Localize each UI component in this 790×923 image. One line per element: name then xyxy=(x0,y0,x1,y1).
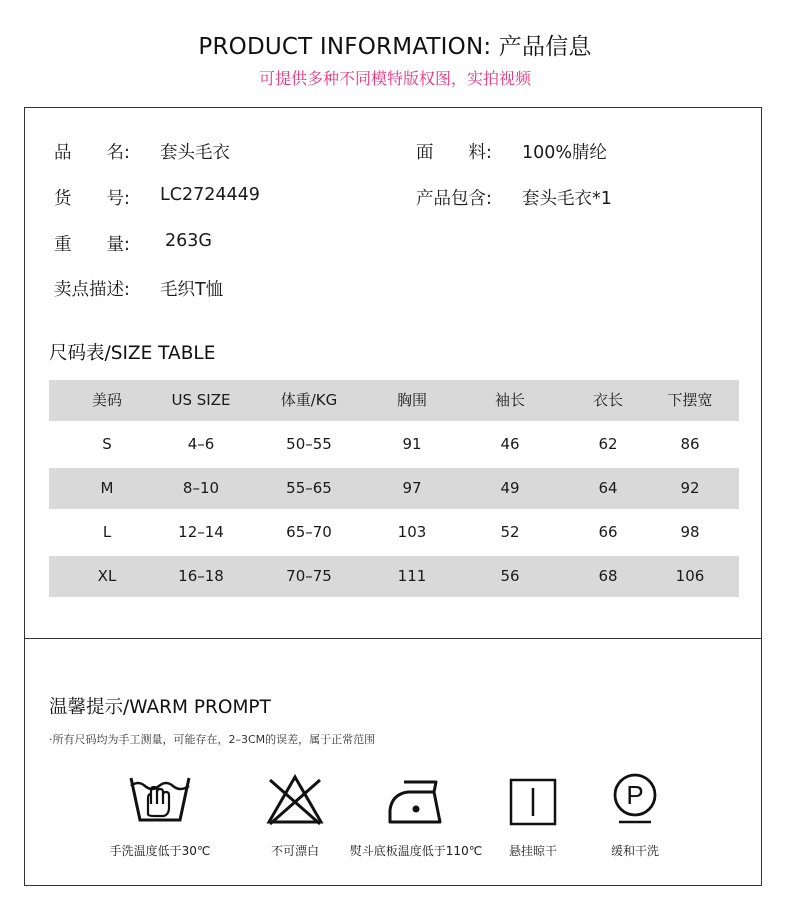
column-header: 体重/KG xyxy=(280,391,338,409)
table-cell: 4–6 xyxy=(187,435,215,453)
hand-wash-icon xyxy=(128,774,192,826)
package-value: 套头毛衣*1 xyxy=(522,189,612,209)
material-value: 100%腈纶 xyxy=(522,143,608,163)
table-row xyxy=(49,468,739,509)
table-cell: 98 xyxy=(680,523,700,541)
table-cell: 56 xyxy=(500,567,520,585)
table-cell: 97 xyxy=(402,479,422,497)
line-dry-icon xyxy=(509,778,557,826)
table-row xyxy=(49,424,739,465)
column-header: 衣长 xyxy=(592,391,623,409)
no-bleach-label: 不可漂白 xyxy=(270,844,319,858)
name-value: 套头毛衣 xyxy=(160,143,230,163)
column-header: 袖长 xyxy=(494,391,525,409)
no-bleach-icon xyxy=(266,774,324,826)
table-cell: 92 xyxy=(680,479,700,497)
name-label: 品 名: xyxy=(54,143,130,163)
table-cell: 70–75 xyxy=(286,567,332,585)
hand-wash-label: 手洗温度低于30℃ xyxy=(109,844,211,858)
table-cell: 55–65 xyxy=(286,479,332,497)
table-cell: 111 xyxy=(397,567,427,585)
table-cell: 16–18 xyxy=(178,567,224,585)
section-divider xyxy=(24,638,762,639)
table-cell: 52 xyxy=(500,523,520,541)
iron-icon xyxy=(386,778,446,826)
size-table-header-row xyxy=(49,380,739,421)
table-cell: 106 xyxy=(675,567,705,585)
package-label: 产品包含: xyxy=(416,189,492,209)
material-label: 面 料: xyxy=(416,143,492,163)
measurement-note: ·所有尺码均为手工测量，可能存在，2–3CM的误差，属于正常范围 xyxy=(49,733,376,746)
page-title: PRODUCT INFORMATION: 产品信息 xyxy=(198,34,592,60)
item-no-label: 货 号: xyxy=(54,189,130,209)
table-cell: 62 xyxy=(598,435,618,453)
warm-prompt-heading: 温馨提示/WARM PROMPT xyxy=(49,697,271,718)
weight-label: 重 量: xyxy=(54,235,130,255)
table-cell: 49 xyxy=(500,479,520,497)
table-cell: 68 xyxy=(598,567,618,585)
line-dry-label: 悬挂晾干 xyxy=(508,844,557,858)
table-cell: XL xyxy=(97,567,117,585)
page-subtitle: 可提供多种不同模特版权图，实拍视频 xyxy=(258,69,531,88)
table-cell: 64 xyxy=(598,479,618,497)
table-cell: 8–10 xyxy=(182,479,220,497)
selling-point-value: 毛织T恤 xyxy=(160,280,224,300)
table-row xyxy=(49,512,739,553)
table-cell: 103 xyxy=(397,523,427,541)
item-no-value: LC2724449 xyxy=(160,185,260,205)
table-cell: 65–70 xyxy=(286,523,332,541)
dry-clean-p-icon xyxy=(611,772,659,824)
column-header: 胸围 xyxy=(396,391,427,409)
table-cell: 12–14 xyxy=(178,523,224,541)
weight-value: 263G xyxy=(165,231,212,251)
column-header: US SIZE xyxy=(171,391,231,409)
size-table xyxy=(49,380,739,600)
table-cell: S xyxy=(102,435,112,453)
iron-label: 熨斗底板温度低于110℃ xyxy=(349,844,483,858)
table-cell: 91 xyxy=(402,435,422,453)
table-cell: 66 xyxy=(598,523,618,541)
svg-text:P: P xyxy=(626,780,644,810)
table-cell: 50–55 xyxy=(286,435,332,453)
table-cell: M xyxy=(100,479,114,497)
dry-clean-label: 缓和干洗 xyxy=(610,844,659,858)
table-cell: 46 xyxy=(500,435,520,453)
column-header: 美码 xyxy=(91,391,122,409)
table-cell: 86 xyxy=(680,435,700,453)
table-cell: L xyxy=(102,523,112,541)
column-header: 下摆宽 xyxy=(667,391,713,409)
size-table-heading: 尺码表/SIZE TABLE xyxy=(49,343,216,364)
selling-point-label: 卖点描述: xyxy=(54,280,130,300)
table-row xyxy=(49,556,739,597)
